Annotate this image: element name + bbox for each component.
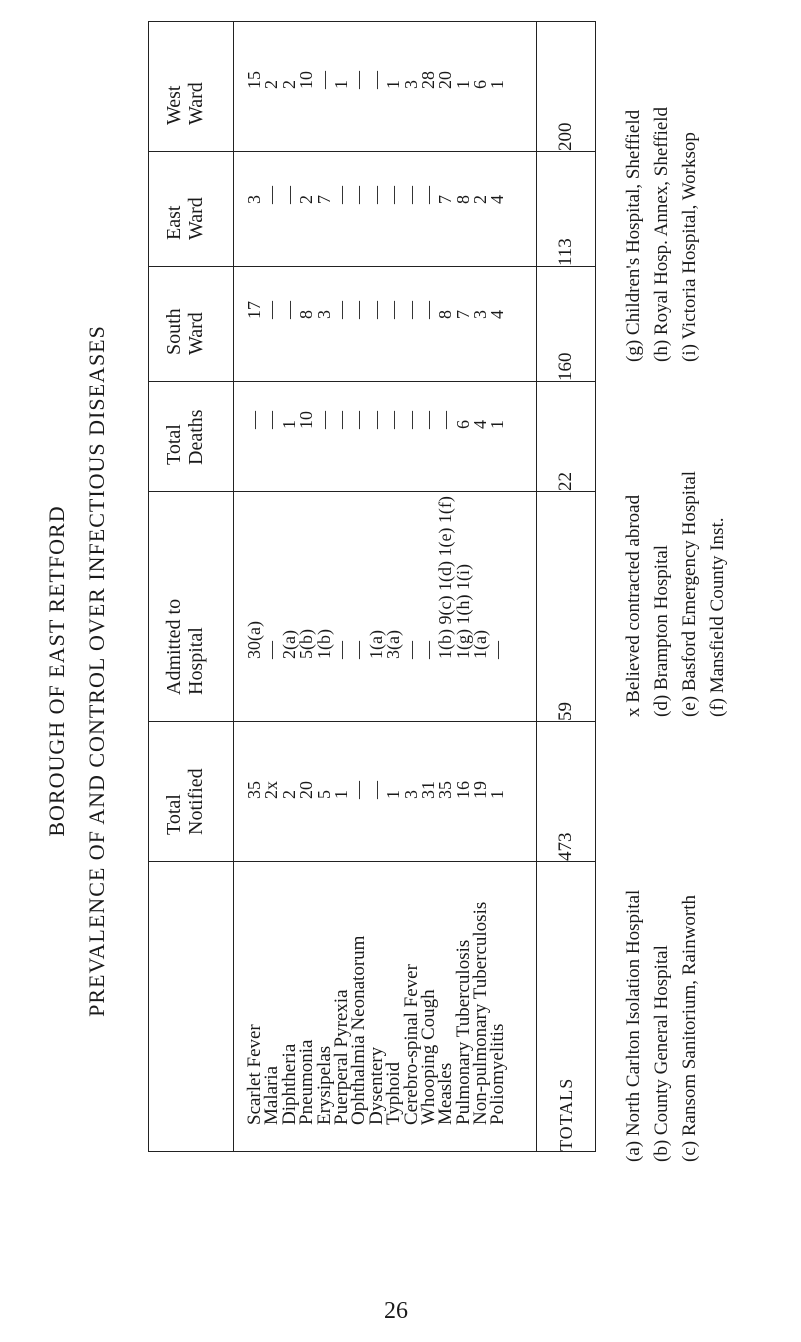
cell-deaths: — xyxy=(313,411,334,429)
cell-south: — xyxy=(417,301,438,319)
cell-deaths: — xyxy=(348,411,369,429)
cell-deaths: — xyxy=(330,411,351,429)
cell-south: — xyxy=(278,301,299,319)
footnotes-col-1 xyxy=(620,890,704,1162)
header-south-ward: South Ward xyxy=(149,267,234,382)
footnotes-col-2 xyxy=(620,471,732,717)
cell-west: 6 xyxy=(470,80,491,89)
cell-east: — xyxy=(330,186,351,204)
cell-admitted: — xyxy=(348,641,369,659)
totals-notified: 473 xyxy=(537,722,596,862)
header-total-deaths: Total Deaths xyxy=(149,382,234,492)
cell-notified: 2 xyxy=(278,790,299,799)
cell-admitted: 1(g) 1(h) 1(i) xyxy=(452,564,473,659)
header-east-ward: East Ward xyxy=(149,152,234,267)
header-total-notified: Total Notified xyxy=(149,722,234,862)
cell-notified: 20 xyxy=(296,781,317,799)
disease-name: Scarlet Fever xyxy=(244,1024,265,1125)
footnotes-col-3 xyxy=(620,107,704,362)
cell-east: 7 xyxy=(313,195,334,204)
col-admitted xyxy=(234,492,537,722)
totals-east: 113 xyxy=(537,152,596,267)
cell-notified: — xyxy=(365,781,386,799)
disease-name: Erysipelas xyxy=(313,1045,335,1125)
cell-admitted: — xyxy=(261,641,282,659)
cell-admitted: 1(b) xyxy=(313,629,334,659)
totals-west: 200 xyxy=(537,22,596,152)
footnote-item: (d) Brampton Hospital xyxy=(651,544,672,717)
cell-south: 3 xyxy=(313,310,334,319)
cell-west: 15 xyxy=(244,71,264,89)
cell-west: — xyxy=(348,71,369,89)
footnote-item: (a) North Carlton Isolation Hospital xyxy=(623,889,644,1162)
cell-south: — xyxy=(348,301,369,319)
cell-deaths: 1 xyxy=(278,420,299,429)
col-east xyxy=(234,152,537,267)
cell-south: 8 xyxy=(296,310,317,319)
cell-west: 1 xyxy=(452,80,473,89)
cell-admitted: — xyxy=(400,641,421,659)
cell-east: — xyxy=(383,186,404,204)
cell-east: 4 xyxy=(487,195,508,204)
cell-notified: 16 xyxy=(452,781,473,799)
cell-notified: 35 xyxy=(435,781,456,799)
footnote-item: (b) County General Hospital xyxy=(651,945,672,1162)
cell-notified: — xyxy=(348,781,369,799)
col-notified xyxy=(234,722,537,862)
cell-deaths: — xyxy=(400,411,421,429)
disease-name: Cerebro-spinal Fever xyxy=(400,964,422,1125)
cell-west: 1 xyxy=(487,80,508,89)
cell-south: 17 xyxy=(244,301,264,319)
page-number: 26 xyxy=(384,1298,408,1324)
footnote-item: (e) Basford Emergency Hospital xyxy=(679,470,700,717)
cell-admitted: — xyxy=(330,641,351,659)
cell-admitted: — xyxy=(487,641,508,659)
disease-name: Pulmonary Tuberculosis xyxy=(452,939,474,1125)
cell-west: — xyxy=(365,71,386,89)
footnote-item: (f) Mansfield County Inst. xyxy=(707,517,728,717)
cell-south: 3 xyxy=(470,310,491,319)
table-body-row xyxy=(234,22,537,1152)
cell-notified: 19 xyxy=(470,781,491,799)
page-subtitle: PREVALENCE OF AND CONTROL OVER INFECTIOUS DISEASES xyxy=(84,325,109,1017)
page-title: BOROUGH OF EAST RETFORD xyxy=(44,505,69,837)
cell-west: 28 xyxy=(417,71,438,89)
col-west xyxy=(234,22,537,152)
cell-admitted: 2(a) xyxy=(278,630,299,659)
header-west-ward: West Ward xyxy=(149,22,234,152)
col-disease xyxy=(234,862,537,1152)
cell-east: — xyxy=(417,186,438,204)
disease-name: Dysentery xyxy=(365,1046,387,1125)
cell-east: — xyxy=(261,186,282,204)
cell-east: — xyxy=(278,186,299,204)
cell-west: 10 xyxy=(296,71,317,89)
header-disease xyxy=(149,862,234,1152)
cell-admitted: 3(a) xyxy=(383,630,404,659)
cell-admitted: 1(a) xyxy=(365,630,386,659)
cell-deaths: 10 xyxy=(296,411,317,429)
disease-name: Ophthalmia Neonatorum xyxy=(348,935,370,1125)
cell-admitted: 5(b) xyxy=(296,629,317,659)
footnote-item: (c) Ransom Sanitorium, Rainworth xyxy=(679,894,700,1162)
cell-west: 3 xyxy=(400,80,421,89)
cell-south: 7 xyxy=(452,310,473,319)
cell-deaths: 4 xyxy=(470,420,491,429)
disease-table xyxy=(148,21,596,1152)
cell-east: 7 xyxy=(435,195,456,204)
disease-name: Whooping Cough xyxy=(417,989,439,1125)
cell-notified: 2x xyxy=(261,781,282,799)
cell-deaths: — xyxy=(435,411,456,429)
totals-deaths: 22 xyxy=(537,382,596,492)
totals-south: 160 xyxy=(537,267,596,382)
cell-south: — xyxy=(261,301,282,319)
disease-name: Malaria xyxy=(261,1065,283,1125)
footnote-item: (g) Children's Hospital, Sheffield xyxy=(623,109,644,362)
cell-east: — xyxy=(365,186,386,204)
footnotes xyxy=(620,12,790,1162)
cell-deaths: 6 xyxy=(452,420,473,429)
cell-deaths: — xyxy=(261,411,282,429)
totals-label: TOTALS xyxy=(537,862,596,1152)
cell-notified: 5 xyxy=(313,790,334,799)
cell-deaths: — xyxy=(365,411,386,429)
totals-admitted: 59 xyxy=(537,492,596,722)
cell-notified: 1 xyxy=(383,790,404,799)
cell-notified: 35 xyxy=(244,781,264,799)
disease-name: Diphtheria xyxy=(278,1043,300,1125)
header-admitted: Admitted to Hospital xyxy=(149,492,234,722)
cell-south: — xyxy=(400,301,421,319)
cell-east: — xyxy=(400,186,421,204)
cell-deaths: — xyxy=(417,411,438,429)
footnote-item: (h) Royal Hosp. Annex, Sheffield xyxy=(651,106,672,362)
footnote-item: x Believed contracted abroad xyxy=(623,494,644,717)
totals-row xyxy=(537,22,596,1152)
cell-notified: 31 xyxy=(417,781,438,799)
col-deaths xyxy=(234,382,537,492)
cell-east: 2 xyxy=(296,195,317,204)
footnote-item: (i) Victoria Hospital, Worksop xyxy=(679,132,700,362)
cell-west: 2 xyxy=(278,80,299,89)
cell-west: 20 xyxy=(435,71,456,89)
cell-west: — xyxy=(313,71,334,89)
cell-deaths: 1 xyxy=(487,420,508,429)
table-header-row xyxy=(149,22,234,1152)
cell-admitted: 1(b) 9(c) 1(d) 1(e) 1(f) xyxy=(435,496,456,659)
cell-admitted: 30(a) xyxy=(244,621,264,659)
cell-admitted: 1(a) xyxy=(470,630,491,659)
disease-name: Non-pulmonary Tuberculosis xyxy=(470,901,492,1125)
disease-name: Pneumonia xyxy=(296,1039,318,1125)
cell-notified: 3 xyxy=(400,790,421,799)
cell-south: — xyxy=(365,301,386,319)
cell-notified: 1 xyxy=(487,790,508,799)
cell-notified: 1 xyxy=(330,790,351,799)
cell-west: 2 xyxy=(261,80,282,89)
disease-name: Measles xyxy=(435,1062,457,1125)
col-south xyxy=(234,267,537,382)
cell-east: 3 xyxy=(244,195,264,204)
cell-west: 1 xyxy=(330,80,351,89)
cell-east: 2 xyxy=(470,195,491,204)
cell-east: 8 xyxy=(452,195,473,204)
disease-name: Poliomyelitis xyxy=(487,1023,509,1125)
disease-name: Puerperal Pyrexia xyxy=(330,989,352,1125)
cell-east: — xyxy=(348,186,369,204)
cell-west: 1 xyxy=(383,80,404,89)
disease-name: Typhoid xyxy=(383,1061,405,1125)
cell-south: — xyxy=(383,301,404,319)
cell-deaths: — xyxy=(244,411,264,429)
cell-admitted: — xyxy=(417,641,438,659)
cell-south: 8 xyxy=(435,310,456,319)
cell-south: 4 xyxy=(487,310,508,319)
cell-deaths: — xyxy=(383,411,404,429)
cell-south: — xyxy=(330,301,351,319)
